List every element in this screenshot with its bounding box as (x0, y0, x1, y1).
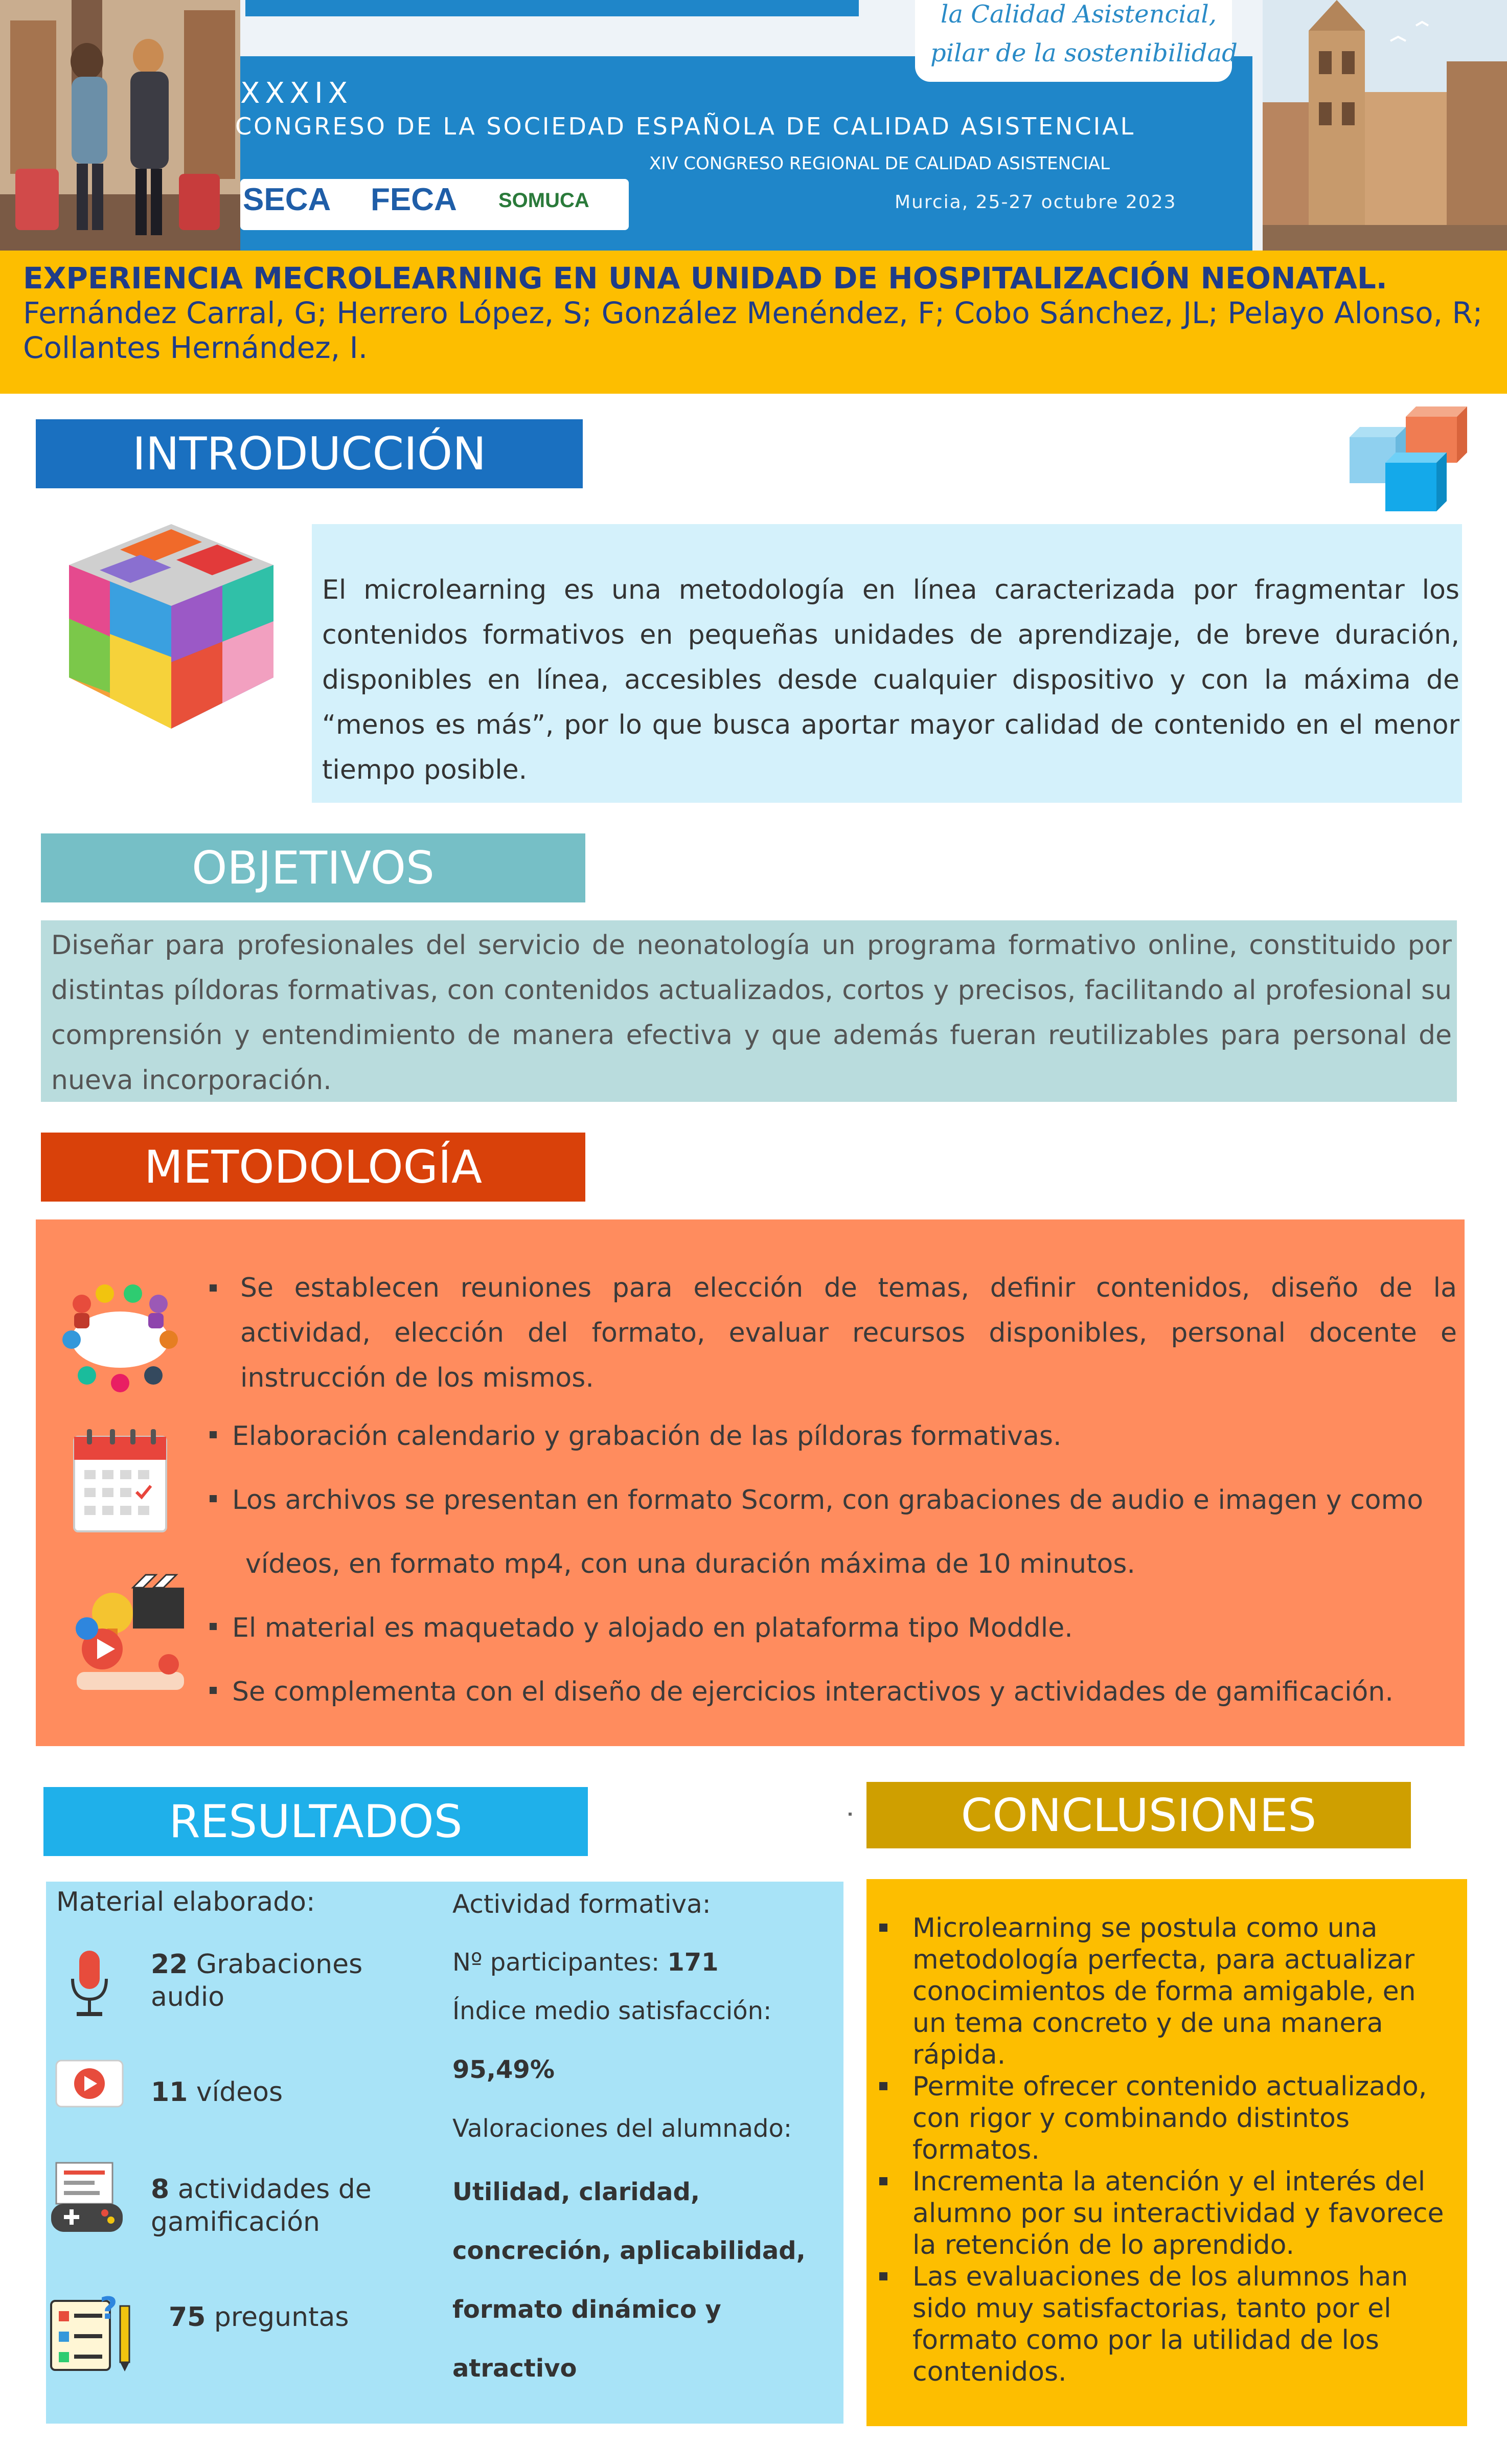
bullet-square-icon (879, 2082, 887, 2090)
bullet-square-icon (210, 1687, 217, 1694)
header-motto-line2: pilar de la sostenibilidad (930, 39, 1238, 67)
bullet-square-icon (210, 1431, 217, 1438)
puzzle-cube-image (49, 504, 294, 749)
material-audio (151, 1948, 406, 2014)
audio-count: 22 (151, 1949, 188, 1980)
bullet-square-icon (879, 2272, 887, 2280)
video-play-icon (54, 2055, 125, 2112)
congress-date: Murcia, 25-27 octubre 2023 (895, 192, 1177, 213)
metodologia-item-2: Elaboración calendario y grabación de las píldoras formativas. (210, 1414, 1457, 1459)
participants-label: Nº participantes: (452, 1948, 668, 1977)
header-illustration-travelers (0, 0, 240, 251)
calendar-icon (69, 1427, 171, 1534)
somuca-logo: SOMUCA (498, 189, 589, 212)
material-videos (151, 2076, 406, 2109)
conclusion-item: Microlearning se postula como una metodología perfecta, para actualizar conocimientos de forma amigable, en un tema concreto y de una manera rápida. (874, 1912, 1457, 2071)
congress-edition: XXXIX (240, 77, 353, 110)
objetivos-heading: OBJETIVOS (41, 833, 585, 902)
participants-value: 171 (667, 1948, 719, 1977)
gamification-count: 8 (151, 2174, 170, 2205)
valuation-text: Utilidad, claridad, concreción, aplicabilidad, formato dinámico y atractivo (452, 2178, 806, 2383)
meeting-icon (51, 1273, 189, 1401)
metodologia-item-5: Se complementa con el diseño de ejercicios interactivos y actividades de gamificación. (210, 1669, 1457, 1714)
material-questions (169, 2301, 424, 2334)
valuation-label: Valoraciones del alumnado: (452, 2114, 792, 2143)
cubes-decoration-icon (1339, 406, 1467, 514)
multimedia-icon (66, 1572, 194, 1700)
conclusiones-heading: CONCLUSIONES (866, 1782, 1411, 1848)
decorative-dot (849, 1813, 852, 1816)
bullet-square-icon (210, 1284, 217, 1292)
objetivos-text: Diseñar para profesionales del servicio de neonatología un programa formativo online, constituido por distintas píldoras formativas, con contenidos actualizados, cortos y precisos, facilitando al profesional su comprensión y entendimiento de manera efectiva y que además fueran reutilizables para personal de nueva incorporación. (51, 930, 1452, 1096)
bullet-square-icon (210, 1495, 217, 1502)
material-label: Material elaborado: (56, 1887, 315, 1917)
header-illustration-cathedral (1263, 0, 1507, 251)
videos-label: vídeos (188, 2077, 283, 2108)
metodologia-item-3: Los archivos se presentan en formato Scorm, con grabaciones de audio e imagen y como (210, 1478, 1457, 1523)
videos-count: 11 (151, 2077, 188, 2108)
bullet-square-icon (879, 2177, 887, 2185)
satisfaction-value: 95,49% (452, 2055, 555, 2084)
gamepad-icon (49, 2158, 125, 2234)
introduccion-heading: INTRODUCCIÓN (36, 419, 583, 488)
quiz-icon (49, 2291, 141, 2372)
title-bold: EXPERIENCIA MECROLEARNING EN UNA UNIDAD DE HOSPITALIZACIÓN NEONATAL. (23, 261, 1387, 296)
metodologia-item-3-continuation: vídeos, en formato mp4, con una duración máxima de 10 minutos. (245, 1549, 1135, 1579)
bullet-square-icon (210, 1623, 217, 1630)
header-motto-line1: la Calidad Asistencial, (941, 0, 1217, 29)
metodologia-item-4: El material es maquetado y alojado en plataforma tipo Moddle. (210, 1606, 1457, 1651)
congress-name: CONGRESO DE LA SOCIEDAD ESPAÑOLA DE CALIDAD ASISTENCIAL (235, 112, 1136, 140)
metodologia-heading: METODOLOGÍA (41, 1133, 585, 1202)
audio-label: Grabaciones audio (151, 1949, 363, 2013)
gamification-label: actividades de gamificación (151, 2174, 372, 2237)
satisfaction-label: Índice medio satisfacción: (452, 1997, 772, 2025)
material-gamification (151, 2173, 406, 2239)
microphone-icon (66, 1948, 112, 2020)
introduccion-text: El microlearning es una metodología en línea caracterizada por fragmentar los contenidos formativos en pequeñas unidades de aprendizaje, de breve duración, disponibles en línea, accesibles desde cualquier dispositivo y con la máxima de “menos es más”, por lo que busca aportar mayor calidad de contenido en el menor tiempo posible. (322, 575, 1459, 785)
questions-label: preguntas (206, 2302, 349, 2333)
bullet-square-icon (879, 1924, 887, 1932)
poster-title (23, 261, 1485, 365)
conclusiones-list (874, 1912, 1457, 2388)
authors: Fernández Carral, G; Herrero López, S; González Menéndez, F; Cobo Sánchez, JL; Pelayo Alonso, R; Collantes Hernández, I. (23, 296, 1483, 365)
metodologia-item-1: Se establecen reuniones para elección de temas, definir contenidos, diseño de la actividad, elección del formato, evaluar recursos disponibles, personal docente e instrucción de los mismos. (210, 1265, 1457, 1400)
conclusion-item: Incrementa la atención y el interés del alumno por su interactividad y favorece la retención de lo aprendido. (874, 2166, 1457, 2261)
seca-logo: SECA (243, 182, 331, 217)
resultados-heading: RESULTADOS (43, 1787, 588, 1856)
header-top-bar (245, 0, 859, 16)
regional-congress-name: XIV CONGRESO REGIONAL DE CALIDAD ASISTENCIAL (649, 153, 1110, 174)
feca-logo: FECA (371, 182, 457, 217)
svg-text:?: ? (100, 2291, 118, 2326)
questions-count: 75 (169, 2302, 206, 2333)
activity-label: Actividad formativa: (452, 1889, 711, 1919)
participants-line (452, 1948, 719, 1977)
conclusion-item: Las evaluaciones de los alumnos han sido muy satisfactorias, tanto por el formato como por la utilidad de los contenidos. (874, 2261, 1457, 2388)
conclusion-item: Permite ofrecer contenido actualizado, con rigor y combinando distintos formatos. (874, 2071, 1457, 2166)
